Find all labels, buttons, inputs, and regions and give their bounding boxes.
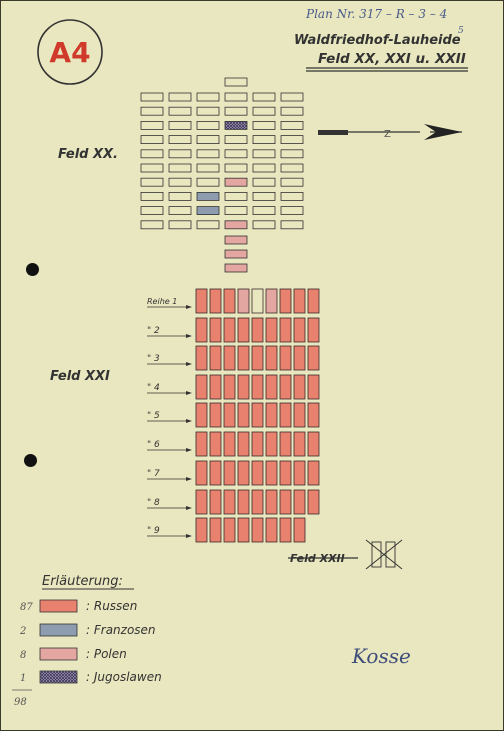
grave-plot	[308, 289, 319, 313]
grave-plot	[238, 289, 249, 313]
row-labels	[147, 297, 192, 538]
grave-plot	[280, 346, 291, 370]
grave-plot	[266, 375, 277, 399]
grave-plot	[225, 164, 247, 172]
grave-plot	[238, 461, 249, 485]
plan-reference-sup: 5	[458, 26, 464, 36]
row-label-arrowhead	[186, 305, 192, 309]
grave-plot	[280, 318, 291, 342]
grave-plot	[210, 289, 221, 313]
grave-plot	[266, 518, 277, 542]
grave-plot	[280, 461, 291, 485]
grave-plot	[225, 121, 247, 129]
grave-plot	[252, 461, 263, 485]
grave-plot	[252, 318, 263, 342]
grave-plot	[253, 192, 275, 200]
grave-plot	[253, 207, 275, 215]
grave-plot	[294, 375, 305, 399]
grave-plot	[210, 403, 221, 427]
legend-swatch	[40, 600, 77, 612]
grave-plot	[253, 93, 275, 101]
grave-plot	[141, 164, 163, 172]
row-label-arrowhead	[186, 534, 192, 538]
grave-plot	[141, 192, 163, 200]
grave-plot	[281, 221, 303, 229]
grave-plot	[308, 318, 319, 342]
grave-plot	[224, 518, 235, 542]
grave-plot	[225, 192, 247, 200]
grave-plot	[141, 150, 163, 158]
row-label: " 9	[147, 526, 160, 536]
row-label-arrowhead	[186, 506, 192, 510]
grave-plot	[225, 136, 247, 144]
grave-plot	[224, 346, 235, 370]
grave-plot	[266, 289, 277, 313]
grave-plot	[169, 221, 191, 229]
grave-plot	[294, 403, 305, 427]
grave-plot	[210, 490, 221, 514]
grave-plot	[238, 490, 249, 514]
grave-plot	[225, 78, 247, 86]
grave-plot	[169, 107, 191, 115]
row-label: " 6	[147, 440, 160, 450]
grave-plot	[225, 207, 247, 215]
row-label-arrowhead	[186, 477, 192, 481]
field-xxi-label: Feld XXI	[50, 369, 110, 384]
fields-heading: Feld XX, XXI u. XXII	[318, 51, 466, 67]
grave-plot	[141, 93, 163, 101]
grave-plot	[225, 264, 247, 272]
legend-label: : Franzosen	[86, 623, 156, 637]
grave-plot	[224, 318, 235, 342]
grave-plot	[252, 518, 263, 542]
row-label: " 4	[147, 383, 160, 393]
legend-swatch	[40, 624, 77, 636]
grave-plot	[197, 221, 219, 229]
grave-plot	[253, 150, 275, 158]
cemetery-name: Waldfriedhof-Lauheide	[294, 33, 461, 48]
grave-plot	[252, 432, 263, 456]
grave-plot	[196, 518, 207, 542]
grave-plot	[141, 207, 163, 215]
row-label-arrowhead	[186, 391, 192, 395]
grave-plot	[169, 150, 191, 158]
grave-plot	[196, 490, 207, 514]
legend-count: 2	[20, 626, 27, 637]
grave-plot	[169, 136, 191, 144]
header	[38, 7, 468, 84]
grave-plot	[266, 490, 277, 514]
grave-plot	[252, 289, 263, 313]
grave-plot	[197, 136, 219, 144]
grave-plot	[238, 375, 249, 399]
grave-plot	[281, 192, 303, 200]
grave-plot	[225, 221, 247, 229]
grave-plot	[197, 150, 219, 158]
stamp-label: A4	[49, 36, 91, 69]
grave-plot	[210, 375, 221, 399]
grave-plot	[281, 178, 303, 186]
grave-plot	[210, 318, 221, 342]
grave-plot	[225, 250, 247, 258]
row-label: " 5	[147, 411, 160, 421]
plan-reference: Plan Nr. 317 – R – 3 – 4	[306, 7, 448, 21]
grave-plot	[169, 164, 191, 172]
row-label: " 8	[147, 498, 160, 508]
legend-swatch	[40, 671, 77, 683]
grave-plot	[308, 432, 319, 456]
legend	[12, 574, 162, 708]
field-xxii-grave	[386, 542, 395, 567]
grave-plot	[197, 178, 219, 186]
row-label: " 7	[147, 469, 160, 479]
grave-plot	[210, 461, 221, 485]
grave-plot	[238, 432, 249, 456]
legend-count: 87	[20, 602, 33, 613]
grave-plot	[253, 178, 275, 186]
grave-plot	[210, 346, 221, 370]
grave-plot	[141, 136, 163, 144]
grave-plot	[281, 107, 303, 115]
grave-plot	[169, 192, 191, 200]
row-label: Reihe 1	[147, 297, 178, 306]
grave-plot	[238, 346, 249, 370]
field-xx-grid	[141, 78, 303, 272]
grave-plot	[196, 346, 207, 370]
grave-plot	[253, 164, 275, 172]
grave-plot	[197, 207, 219, 215]
grave-plot	[266, 461, 277, 485]
grave-plot	[225, 178, 247, 186]
grave-plot	[280, 518, 291, 542]
grave-plot	[308, 375, 319, 399]
legend-label: : Russen	[86, 599, 138, 613]
grave-plot	[266, 403, 277, 427]
grave-plot	[308, 490, 319, 514]
grave-plot	[253, 107, 275, 115]
legend-title: Erläuterung:	[42, 574, 123, 589]
north-arrow	[318, 124, 462, 140]
grave-plot	[281, 121, 303, 129]
grave-plot	[224, 461, 235, 485]
legend-total: 98	[14, 697, 27, 708]
grave-plot	[281, 207, 303, 215]
grave-plot	[280, 490, 291, 514]
grave-plot	[169, 121, 191, 129]
grave-plot	[225, 150, 247, 158]
row-label-arrowhead	[186, 362, 192, 366]
grave-plot	[141, 107, 163, 115]
grave-plot	[197, 192, 219, 200]
grave-plot	[169, 207, 191, 215]
grave-plot	[238, 518, 249, 542]
grave-plot	[225, 93, 247, 101]
grave-plot	[141, 178, 163, 186]
grave-plot	[253, 136, 275, 144]
grave-plot	[266, 318, 277, 342]
grave-plot	[197, 93, 219, 101]
grave-plot	[252, 490, 263, 514]
field-xxi-grid	[196, 289, 319, 542]
grave-plot	[252, 375, 263, 399]
grave-plot	[252, 403, 263, 427]
grave-plot	[281, 136, 303, 144]
grave-plot	[294, 346, 305, 370]
grave-plot	[197, 107, 219, 115]
legend-label: : Polen	[86, 647, 127, 661]
grave-plot	[308, 461, 319, 485]
grave-plot	[281, 164, 303, 172]
grave-plot	[294, 490, 305, 514]
grave-plot	[294, 432, 305, 456]
grave-plot	[196, 289, 207, 313]
grave-plot	[238, 318, 249, 342]
grave-plot	[225, 236, 247, 244]
grave-plot	[224, 432, 235, 456]
grave-plot	[197, 164, 219, 172]
field-xx-label: Feld XX.	[58, 147, 118, 162]
grave-plot	[294, 318, 305, 342]
grave-plot	[281, 150, 303, 158]
grave-plot	[252, 346, 263, 370]
field-xxii	[288, 540, 402, 569]
grave-plot	[266, 432, 277, 456]
grave-plot	[281, 93, 303, 101]
grave-plot	[196, 432, 207, 456]
grave-plot	[294, 289, 305, 313]
row-label-arrowhead	[186, 448, 192, 452]
grave-plot	[169, 93, 191, 101]
grave-plot	[238, 403, 249, 427]
grave-plot	[253, 121, 275, 129]
grave-plot	[224, 403, 235, 427]
row-label-arrowhead	[186, 334, 192, 338]
grave-plot	[225, 107, 247, 115]
row-label: " 2	[147, 326, 160, 336]
grave-plot	[224, 289, 235, 313]
grave-plot	[197, 121, 219, 129]
grave-plot	[196, 403, 207, 427]
legend-count: 8	[20, 650, 27, 661]
grave-plot	[280, 403, 291, 427]
grave-plot	[294, 461, 305, 485]
grave-plot	[169, 178, 191, 186]
grave-plot	[196, 318, 207, 342]
grave-plot	[210, 518, 221, 542]
grave-plot	[141, 221, 163, 229]
legend-count: 1	[20, 673, 27, 684]
legend-label: : Jugoslawen	[86, 670, 162, 684]
grave-plot	[280, 432, 291, 456]
grave-plot	[224, 375, 235, 399]
signature: Kosse	[352, 644, 411, 668]
grave-plot	[141, 121, 163, 129]
grave-plot	[308, 403, 319, 427]
grave-plot	[196, 375, 207, 399]
legend-swatch	[40, 648, 77, 660]
grave-plot	[210, 432, 221, 456]
grave-plot	[253, 221, 275, 229]
grave-plot	[266, 346, 277, 370]
field-xxii-label: Feld XXII	[290, 552, 345, 565]
grave-plot	[224, 490, 235, 514]
grave-plot	[280, 289, 291, 313]
grave-plot	[280, 375, 291, 399]
row-label: " 3	[147, 354, 160, 364]
grave-plot	[294, 518, 305, 542]
grave-plot	[308, 346, 319, 370]
north-letter: Z	[384, 129, 391, 140]
row-label-arrowhead	[186, 419, 192, 423]
grave-plot	[196, 461, 207, 485]
